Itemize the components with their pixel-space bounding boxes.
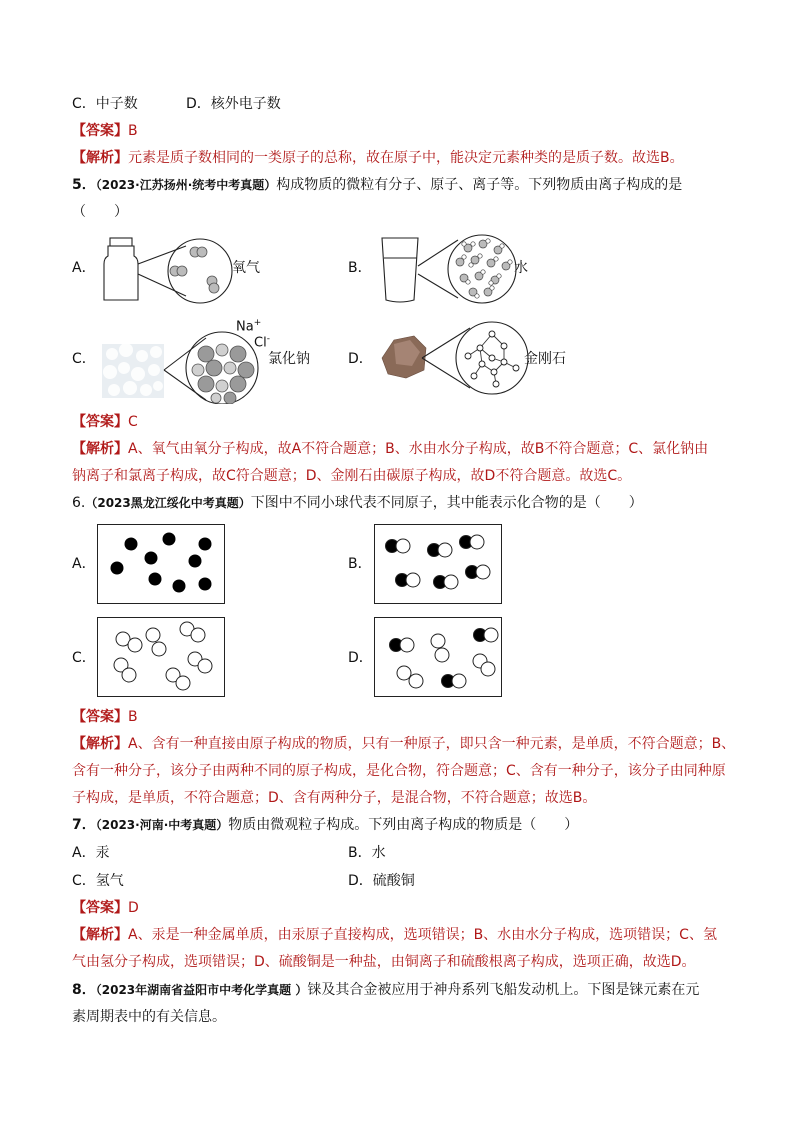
q6-option-b-box	[374, 524, 502, 604]
q7-option-d: D．硫酸铜	[348, 873, 415, 889]
sodium-ion-symbol: Na	[236, 319, 254, 335]
q5-source: （2023·江苏扬州·统考中考真题）	[95, 178, 277, 192]
answer-tag: 【答案】	[72, 709, 128, 725]
option-d-electron: D．核外电子数	[186, 96, 281, 112]
q8-number: 8．	[72, 982, 96, 998]
q7-answer-line	[72, 898, 139, 918]
q5-option-b-label: 水	[514, 260, 528, 276]
atoms-box-a	[97, 524, 225, 604]
q6-answer-line	[72, 707, 138, 727]
q7-option-a: A．汞	[72, 845, 110, 861]
q6-option-a-letter: A．	[72, 556, 96, 572]
analysis-text: A、含有一种直接由原子构成的物质，只有一种原子，即只含一种元素，是单质，不符合题意；B、	[128, 736, 736, 752]
q4-analysis-line	[72, 148, 684, 168]
chloride-ion-charge: -	[266, 334, 270, 344]
analysis-text: A、氧气由氧分子构成，故A不符合题意；B、水由水分子构成，故B不符合题意；C、氯化钠由	[128, 441, 709, 457]
analysis-tag: 【解析】	[72, 736, 128, 752]
q6-option-d-box	[374, 617, 502, 697]
answer-value: C	[128, 414, 138, 430]
q8-stem-text: 铼及其合金被应用于神舟系列飞船发动机上。下图是铼元素在元	[307, 982, 700, 998]
q7-option-c: C．氢气	[72, 873, 124, 889]
analysis-text: 元素是质子数相同的一类原子的总称，故在原子中，能决定元素种类的是质子数。故选B。	[128, 150, 684, 166]
q6-analysis-line2: 含有一种分子，该分子由两种不同的原子构成，是化合物，符合题意；C、含有一种分子，该分子由同种原	[72, 763, 726, 779]
answer-value: B	[128, 123, 138, 139]
q8-stem	[72, 980, 699, 1000]
q5-answer-line	[72, 412, 138, 432]
q7-analysis-line1	[72, 925, 717, 945]
atoms-box-d	[374, 617, 502, 697]
q7-source: （2023·河南·中考真题）	[95, 818, 229, 832]
answer-tag: 【答案】	[72, 414, 128, 430]
atoms-box-c	[97, 617, 225, 697]
q6-source: （2023黑龙江绥化中考真题）	[85, 496, 251, 510]
q5-option-d-label: 金刚石	[524, 351, 566, 367]
q6-analysis-line3: 子构成，是单质，不符合题意；D、含有两种分子，是混合物，不符合题意；故选B。	[72, 790, 597, 806]
q6-option-a-box	[97, 524, 225, 604]
answer-tag: 【答案】	[72, 900, 128, 916]
q5-option-a-figure	[100, 234, 240, 306]
sodium-ion-charge: +	[253, 318, 262, 328]
q5-option-b-figure	[378, 230, 518, 308]
q5-option-a-label: 氧气	[232, 260, 260, 276]
glass-water-diagram	[378, 230, 518, 308]
analysis-tag: 【解析】	[72, 150, 128, 166]
q6-stem	[72, 493, 643, 513]
q6-option-d-letter: D．	[348, 650, 373, 666]
q7-analysis-line2: 气由氢分子构成，选项错误；D、硫酸铜是一种盐，由铜离子和硫酸根离子构成，选项正确，故选D。	[72, 954, 696, 970]
atoms-box-b	[374, 524, 502, 604]
analysis-tag: 【解析】	[72, 441, 128, 457]
chloride-ion-symbol: Cl	[254, 335, 267, 351]
q7-number: 7．	[72, 817, 96, 833]
option-c-neutron: C．中子数	[72, 96, 138, 112]
q5-option-c-label: 氯化钠	[268, 351, 310, 367]
q5-number: 5．	[72, 177, 96, 193]
q5-option-d-letter: D．	[348, 351, 373, 367]
q7-stem-text: 物质由微观粒子构成。下列由离子构成的物质是（ ）	[228, 817, 579, 833]
q5-analysis-line1	[72, 439, 708, 459]
q8-source: （2023年湖南省益阳市中考化学真题 ）	[95, 983, 308, 997]
q4-answer-line	[72, 121, 138, 141]
q5-stem-line2: （ ）	[72, 204, 128, 220]
q6-option-c-letter: C．	[72, 650, 96, 666]
q6-number: 6.	[72, 495, 86, 511]
answer-value: B	[128, 709, 138, 725]
q5-stem	[72, 175, 682, 195]
q8-stem-line2: 素周期表中的有关信息。	[72, 1009, 226, 1025]
diamond-structure-diagram	[380, 318, 530, 398]
q6-option-c-box	[97, 617, 225, 697]
analysis-text: A、汞是一种金属单质，由汞原子直接构成，选项错误；B、水由水分子构成，选项错误；C、氢	[128, 927, 717, 943]
q6-option-b-letter: B．	[348, 556, 372, 572]
q6-analysis-line1	[72, 734, 735, 754]
q5-option-b-letter: B．	[348, 260, 372, 276]
answer-tag: 【答案】	[72, 123, 128, 139]
answer-value: D	[128, 900, 139, 916]
q5-option-d-figure	[380, 318, 530, 398]
q6-stem-text: 下图中不同小球代表不同原子，其中能表示化合物的是（ ）	[250, 495, 643, 511]
q7-stem	[72, 815, 578, 835]
q5-stem-text: 构成物质的微粒有分子、原子、离子等。下列物质由离子构成的是	[276, 177, 683, 193]
q5-option-a-letter: A．	[72, 260, 96, 276]
q7-option-b: B．水	[348, 845, 386, 861]
q5-option-c-letter: C．	[72, 351, 96, 367]
analysis-tag: 【解析】	[72, 927, 128, 943]
bottle-oxygen-diagram	[100, 234, 240, 306]
q5-analysis-line2: 钠离子和氯离子构成，故C符合题意；D、金刚石由碳原子构成，故D不符合题意。故选C。	[72, 468, 632, 484]
